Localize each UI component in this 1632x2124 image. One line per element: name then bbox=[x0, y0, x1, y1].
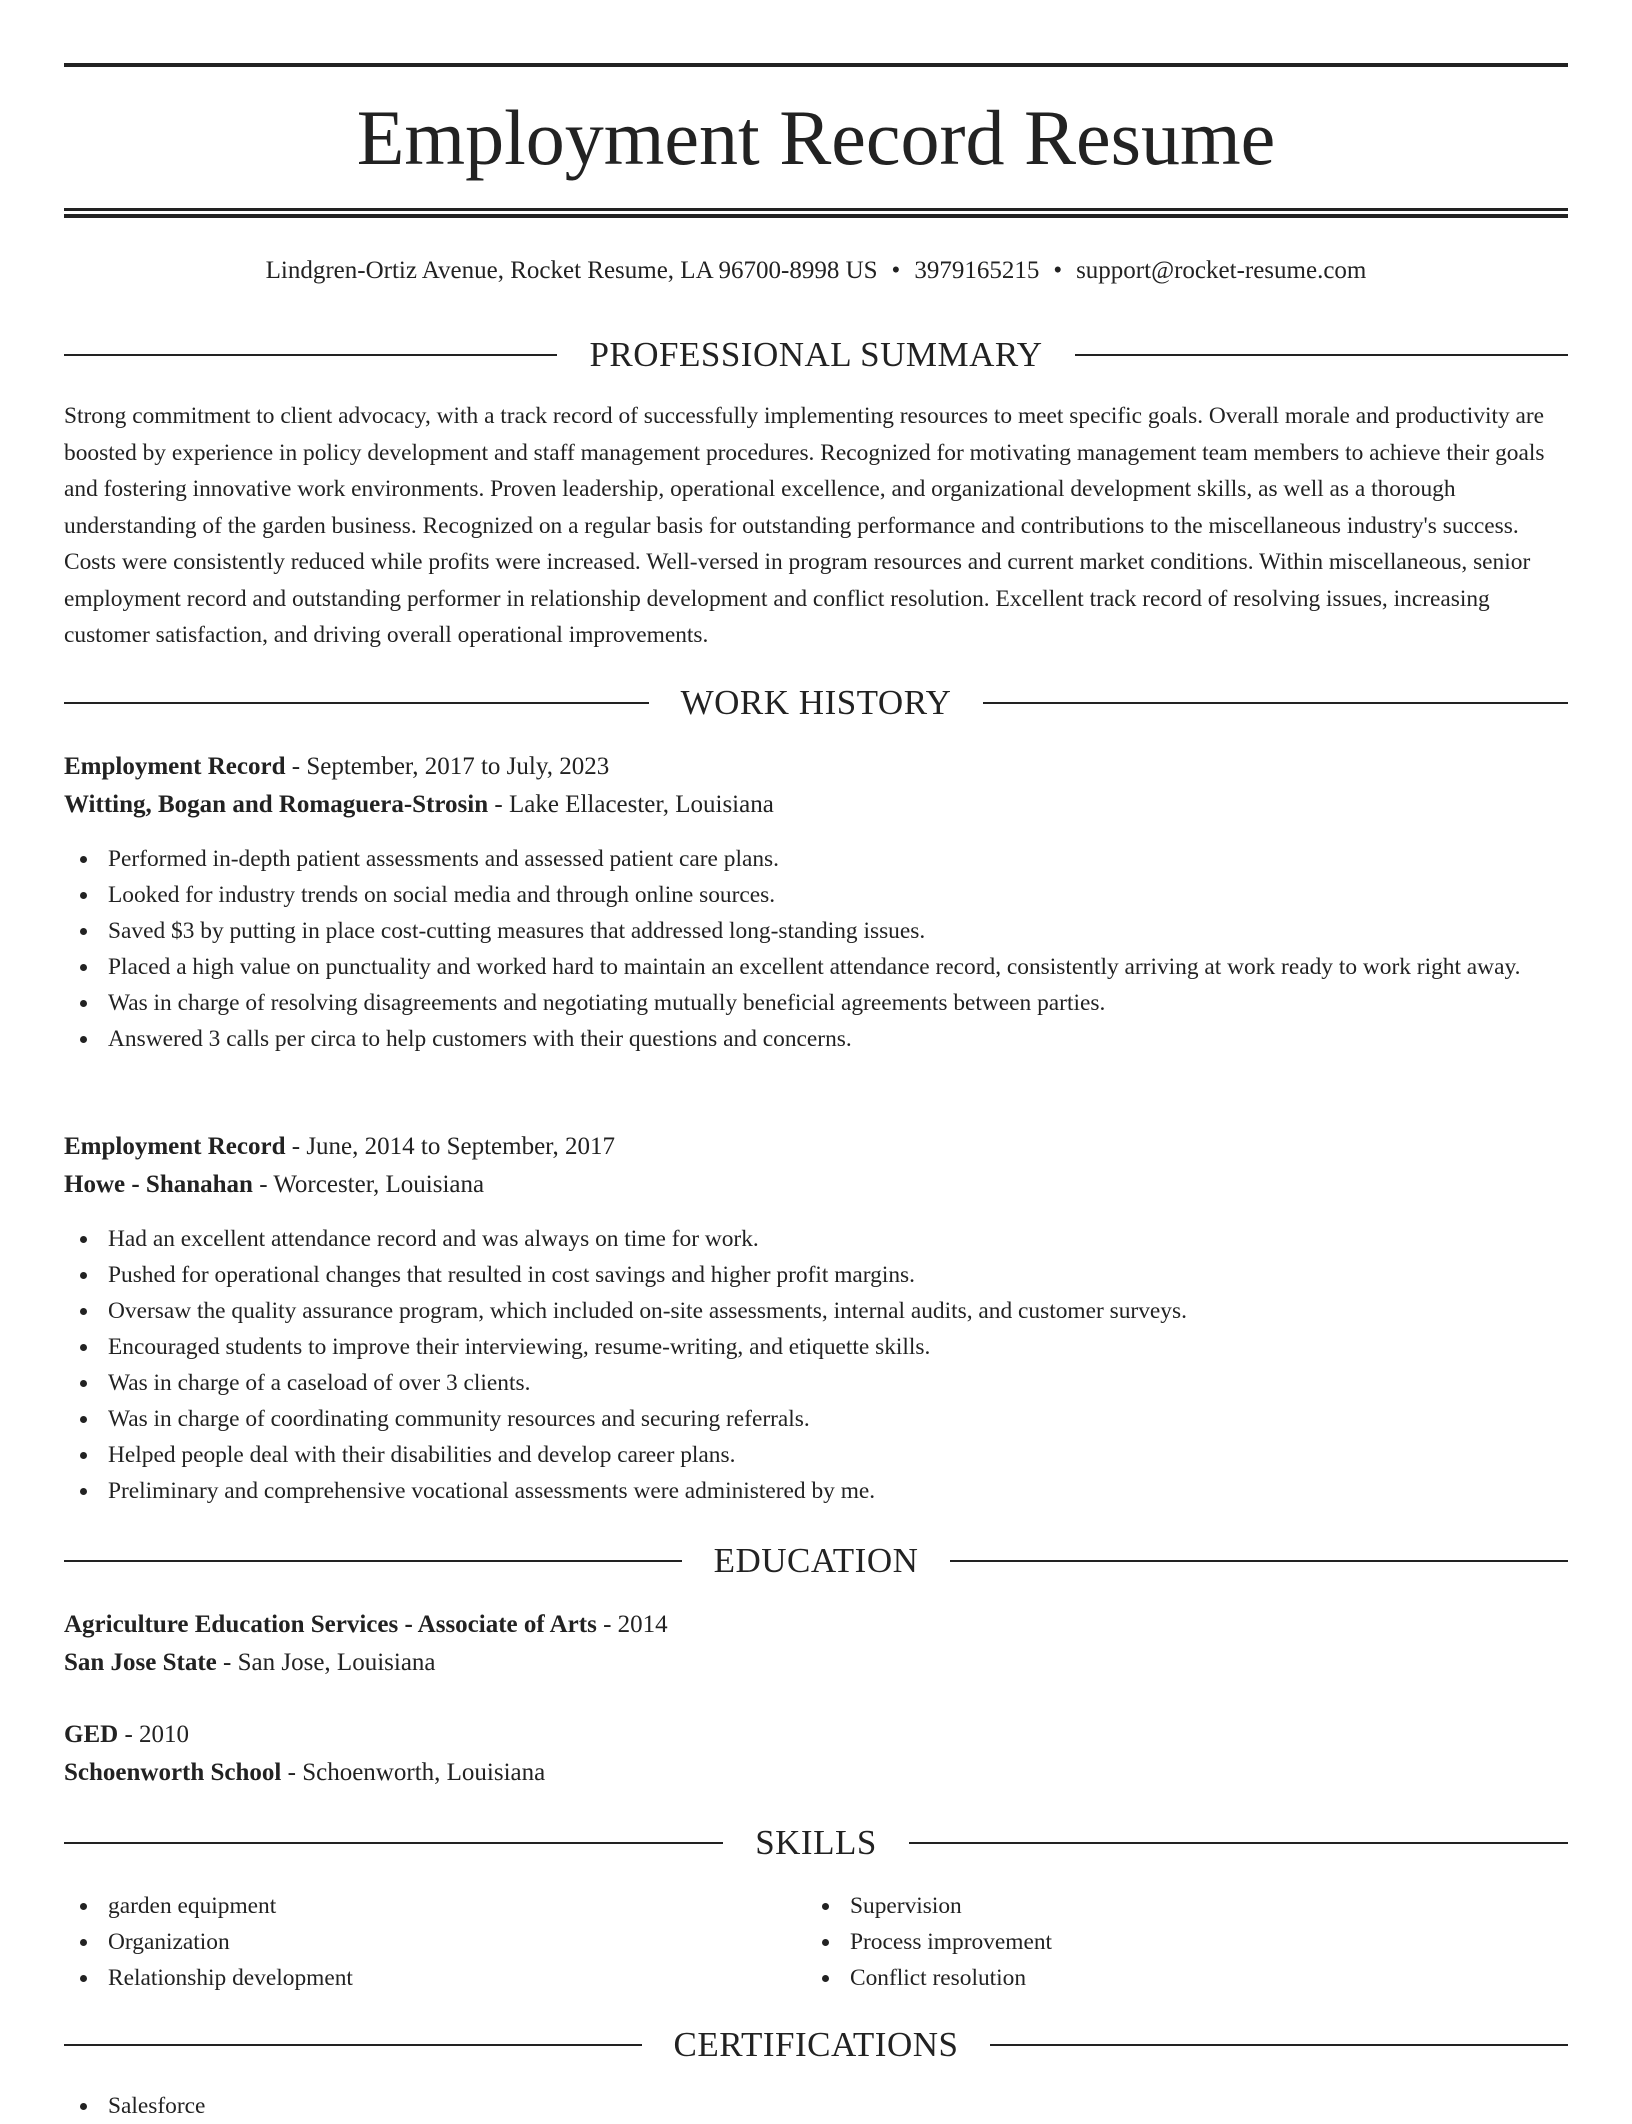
contact-address: Lindgren-Ortiz Avenue, Rocket Resume, LA 96700-8998 US bbox=[265, 257, 878, 284]
list-item: Pushed for operational changes that resulted in cost savings and higher profit margins. bbox=[64, 1257, 1568, 1293]
contact-separator: • bbox=[891, 257, 901, 284]
job-title-line bbox=[64, 1128, 1568, 1166]
contact-email: support@rocket-resume.com bbox=[1076, 257, 1367, 284]
skill-item: Process improvement bbox=[806, 1924, 1546, 1960]
job-bullets bbox=[64, 841, 1568, 1057]
list-item: Helped people deal with their disabilities and develop career plans. bbox=[64, 1437, 1568, 1473]
skills-list-left bbox=[64, 1888, 804, 1996]
job-dates: - September, 2017 to July, 2023 bbox=[285, 753, 610, 780]
resume-title: Employment Record Resume bbox=[356, 94, 1276, 181]
list-item: Was in charge of resolving disagreements and negotiating mutually beneficial agreements between parties. bbox=[64, 985, 1568, 1021]
education-location: - San Jose, Louisiana bbox=[216, 1649, 436, 1676]
divider-line bbox=[64, 1560, 682, 1562]
education-year: - 2014 bbox=[596, 1611, 668, 1638]
contact-separator: • bbox=[1053, 257, 1063, 284]
skill-item: Supervision bbox=[806, 1888, 1546, 1924]
job-company: Howe - Shanahan bbox=[64, 1171, 253, 1198]
certifications-list bbox=[64, 2088, 804, 2124]
divider-line bbox=[950, 1560, 1568, 1562]
certification-item: Salesforce bbox=[64, 2088, 804, 2124]
education-school: Schoenworth School bbox=[64, 1759, 282, 1786]
divider-line bbox=[909, 1842, 1568, 1844]
education-degree-line bbox=[64, 1606, 1568, 1644]
skill-item: garden equipment bbox=[64, 1888, 804, 1924]
job-location: - Worcester, Louisiana bbox=[252, 1171, 485, 1198]
contact-line bbox=[64, 254, 1568, 288]
education-school-line bbox=[64, 1644, 1568, 1682]
list-item: Encouraged students to improve their interviewing, resume-writing, and etiquette skills. bbox=[64, 1329, 1568, 1365]
divider-line bbox=[983, 702, 1568, 704]
section-title: CERTIFICATIONS bbox=[673, 2025, 959, 2064]
list-item: Was in charge of coordinating community resources and securing referrals. bbox=[64, 1401, 1568, 1437]
education-degree-line bbox=[64, 1716, 1568, 1754]
job-title: Employment Record bbox=[64, 753, 286, 780]
divider-line bbox=[64, 702, 649, 704]
list-item: Saved $3 by putting in place cost-cutting measures that addressed long-standing issues. bbox=[64, 913, 1568, 949]
list-item: Placed a high value on punctuality and worked hard to maintain an excellent attendance record, consistently arriving at work ready to work right away. bbox=[64, 949, 1568, 985]
section-heading-education bbox=[64, 1539, 1568, 1583]
list-item: Had an excellent attendance record and was always on time for work. bbox=[64, 1221, 1568, 1257]
job-dates: - June, 2014 to September, 2017 bbox=[285, 1133, 616, 1160]
contact-phone: 3979165215 bbox=[914, 257, 1040, 284]
education-location: - Schoenworth, Louisiana bbox=[281, 1759, 546, 1786]
list-item: Looked for industry trends on social media and through online sources. bbox=[64, 877, 1568, 913]
job-company-line bbox=[64, 786, 1568, 824]
skill-item: Organization bbox=[64, 1924, 804, 1960]
job-title: Employment Record bbox=[64, 1133, 286, 1160]
list-item: Preliminary and comprehensive vocational assessments were administered by me. bbox=[64, 1473, 1568, 1509]
section-title: PROFESSIONAL SUMMARY bbox=[589, 335, 1043, 374]
job-company-line bbox=[64, 1166, 1568, 1204]
title-double-rule bbox=[64, 208, 1568, 218]
job-company: Witting, Bogan and Romaguera-Strosin bbox=[64, 791, 489, 818]
section-heading-certifications bbox=[64, 2023, 1568, 2067]
education-degree: Agriculture Education Services - Associate of Arts bbox=[64, 1611, 597, 1638]
job-location: - Lake Ellacester, Louisiana bbox=[488, 791, 774, 818]
list-item: Oversaw the quality assurance program, which included on-site assessments, internal audits, and customer surveys. bbox=[64, 1293, 1568, 1329]
education-school: San Jose State bbox=[64, 1649, 217, 1676]
summary-text: Strong commitment to client advocacy, with a track record of successfully implementing resources to meet specific goals. Overall morale and productivity are boosted by experience in policy development and staff management procedures. Recognized for motivating management team members to achieve their goals and fostering innovative work environments. Proven leadership, operational excellence, and organizational development skills, as well as a thorough understanding of the garden business. Recognized on a regular basis for outstanding performance and contributions to the miscellaneous industry's success. Costs were consistently reduced while profits were increased. Well-versed in program resources and current market conditions. Within miscellaneous, senior employment record and outstanding performer in relationship development and conflict resolution. Excellent track record of resolving issues, increasing customer satisfaction, and driving overall operational improvements. bbox=[64, 403, 1545, 648]
divider-line bbox=[64, 354, 557, 356]
section-title: SKILLS bbox=[755, 1823, 877, 1862]
section-title: WORK HISTORY bbox=[680, 683, 952, 722]
education-school-line bbox=[64, 1754, 1568, 1792]
job-bullets bbox=[64, 1221, 1568, 1509]
list-item: Was in charge of a caseload of over 3 clients. bbox=[64, 1365, 1568, 1401]
skill-item: Conflict resolution bbox=[806, 1960, 1546, 1996]
divider-line bbox=[64, 2044, 642, 2046]
section-heading-skills bbox=[64, 1821, 1568, 1865]
education-year: - 2010 bbox=[118, 1721, 190, 1748]
list-item: Performed in-depth patient assessments and assessed patient care plans. bbox=[64, 841, 1568, 877]
divider-line bbox=[64, 1842, 723, 1844]
job-title-line bbox=[64, 748, 1568, 786]
skill-item: Relationship development bbox=[64, 1960, 804, 1996]
divider-line bbox=[990, 2044, 1568, 2046]
section-heading-summary bbox=[64, 333, 1568, 377]
divider-line bbox=[1075, 354, 1568, 356]
section-title: EDUCATION bbox=[713, 1541, 919, 1580]
skills-list-right bbox=[806, 1888, 1546, 1996]
education-degree: GED bbox=[64, 1721, 119, 1748]
section-heading-work bbox=[64, 681, 1568, 725]
top-rule bbox=[64, 63, 1568, 67]
list-item: Answered 3 calls per circa to help customers with their questions and concerns. bbox=[64, 1021, 1568, 1057]
